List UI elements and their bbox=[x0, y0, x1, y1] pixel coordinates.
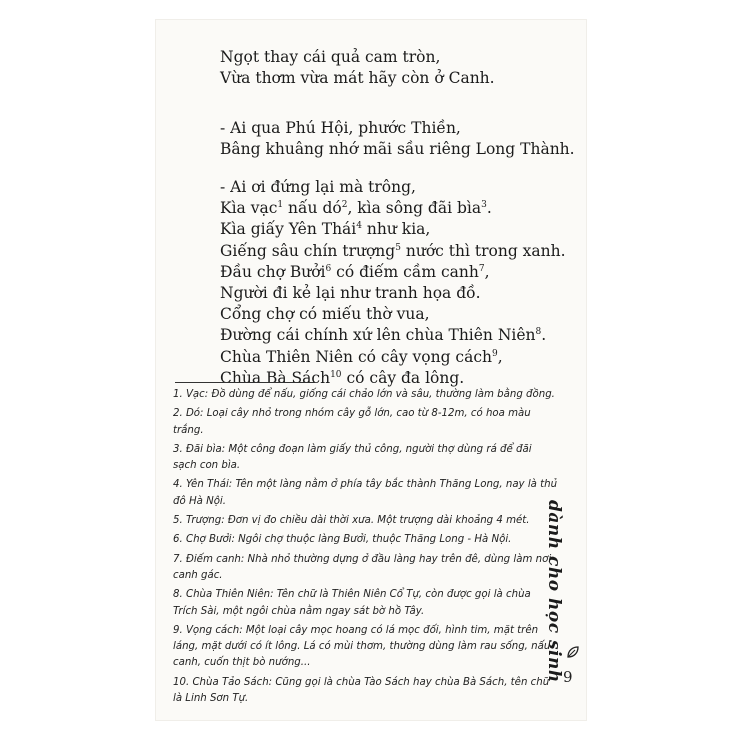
footnote-item: 5. Trượng: Đơn vị đo chiều dài thời xưa. Một trượng dài khoảng 4 mét. bbox=[173, 515, 530, 527]
page-number: 9 bbox=[563, 668, 573, 686]
poem-stanza bbox=[220, 47, 495, 89]
poem-line: Kìa giấy Yên Thái$^4$ như kia, bbox=[220, 220, 431, 239]
footnote-item: 6. Chợ Bưởi: Ngôi chợ thuộc làng Bưởi, thuộc Thăng Long - Hà Nội. bbox=[173, 534, 512, 546]
poem-line: Cổng chợ có miếu thờ vua, bbox=[220, 305, 430, 324]
poem-line: Kìa vạc$^1$ nấu $dó^2$, kìa sông đãi bìa$^3$. bbox=[220, 199, 492, 218]
running-header: dành cho học sinh bbox=[544, 500, 564, 683]
poem-line: Đường cái chính xứ lên chùa Thiên Niên$^8$. bbox=[220, 326, 547, 345]
poem-line: Chùa Bà Sách$^{10}$ có cây đa lông. bbox=[220, 368, 465, 387]
footnote-item: 10. Chùa Tảo Sách: Cũng gọi là chùa Tào Sách hay chùa Bà Sách, tên chữ là Linh Sơn Tự. bbox=[173, 676, 550, 705]
poem-stanza bbox=[220, 177, 566, 389]
poem-line: - Ai qua Phú Hội, phước Thiền, bbox=[220, 119, 461, 137]
footnote-item: 2. Dó: Loại cây nhỏ trong nhóm cây gỗ lớn, cao từ 8-12m, có hoa màu trắng. bbox=[173, 408, 531, 436]
footnote-item: 1. Vạc: Đồ dùng để nấu, giống cái chảo lớn và sâu, thường làm bằng đồng. bbox=[173, 389, 555, 400]
poem-line: Giếng sâu chín trượng$^5$ nước thì trong xanh. bbox=[220, 241, 566, 260]
footnote-item: 4. Yên Thái: Tên một làng nằm ở phía tây bắc thành Thăng Long, nay là thủ đô Hà Nội. bbox=[173, 479, 558, 507]
poem-line: - Ai ơi đứng lại mà trông, bbox=[220, 178, 416, 196]
poem-line: Đầu chợ Bưởi$^6$ có điếm cầm canh$^7$, bbox=[220, 262, 490, 281]
poem-line: Người đi kẻ lại như tranh họa đồ. bbox=[220, 284, 481, 303]
footnote-divider bbox=[175, 382, 315, 383]
footnote-item: 7. Điếm canh: Nhà nhỏ thường dựng ở đầu làng hay trên đê, dùng làm nơi canh gác. bbox=[173, 553, 552, 581]
poem-line: Chùa Thiên Niên có cây vọng cách$^9$, bbox=[220, 347, 503, 366]
poem-line: Bâng khuâng nhớ mãi sầu riêng Long Thành. bbox=[220, 140, 575, 159]
footnote-item: 8. Chùa Thiên Niên: Tên chữ là Thiên Niên Cổ Tự, còn được gọi là chùa Trích Sài, một ngôi chùa nằm ngay sát bờ hồ Tây. bbox=[173, 589, 531, 617]
footnote-item: 9. Vọng cách: Một loại cây mọc hoang có lá mọc đối, hình tim, mặt trên láng, mặt dưới có ít lông. Lá có mùi thơm, thường dùng làm rau sống, nấu canh, cuốn thịt bò nướng... bbox=[173, 624, 551, 669]
footnotes bbox=[173, 387, 558, 710]
footnote-item: 3. Đãi bìa: Một công đoạn làm giấy thủ công, người thợ dùng rá để đãi sạch con bìa. bbox=[173, 443, 532, 472]
poem-line: Vừa thơm vừa mát hãy còn ở Canh. bbox=[220, 69, 495, 88]
poem-line: Ngọt thay cái quả cam tròn, bbox=[220, 48, 441, 66]
poem-stanza bbox=[220, 118, 575, 160]
leaf-icon bbox=[566, 645, 580, 659]
